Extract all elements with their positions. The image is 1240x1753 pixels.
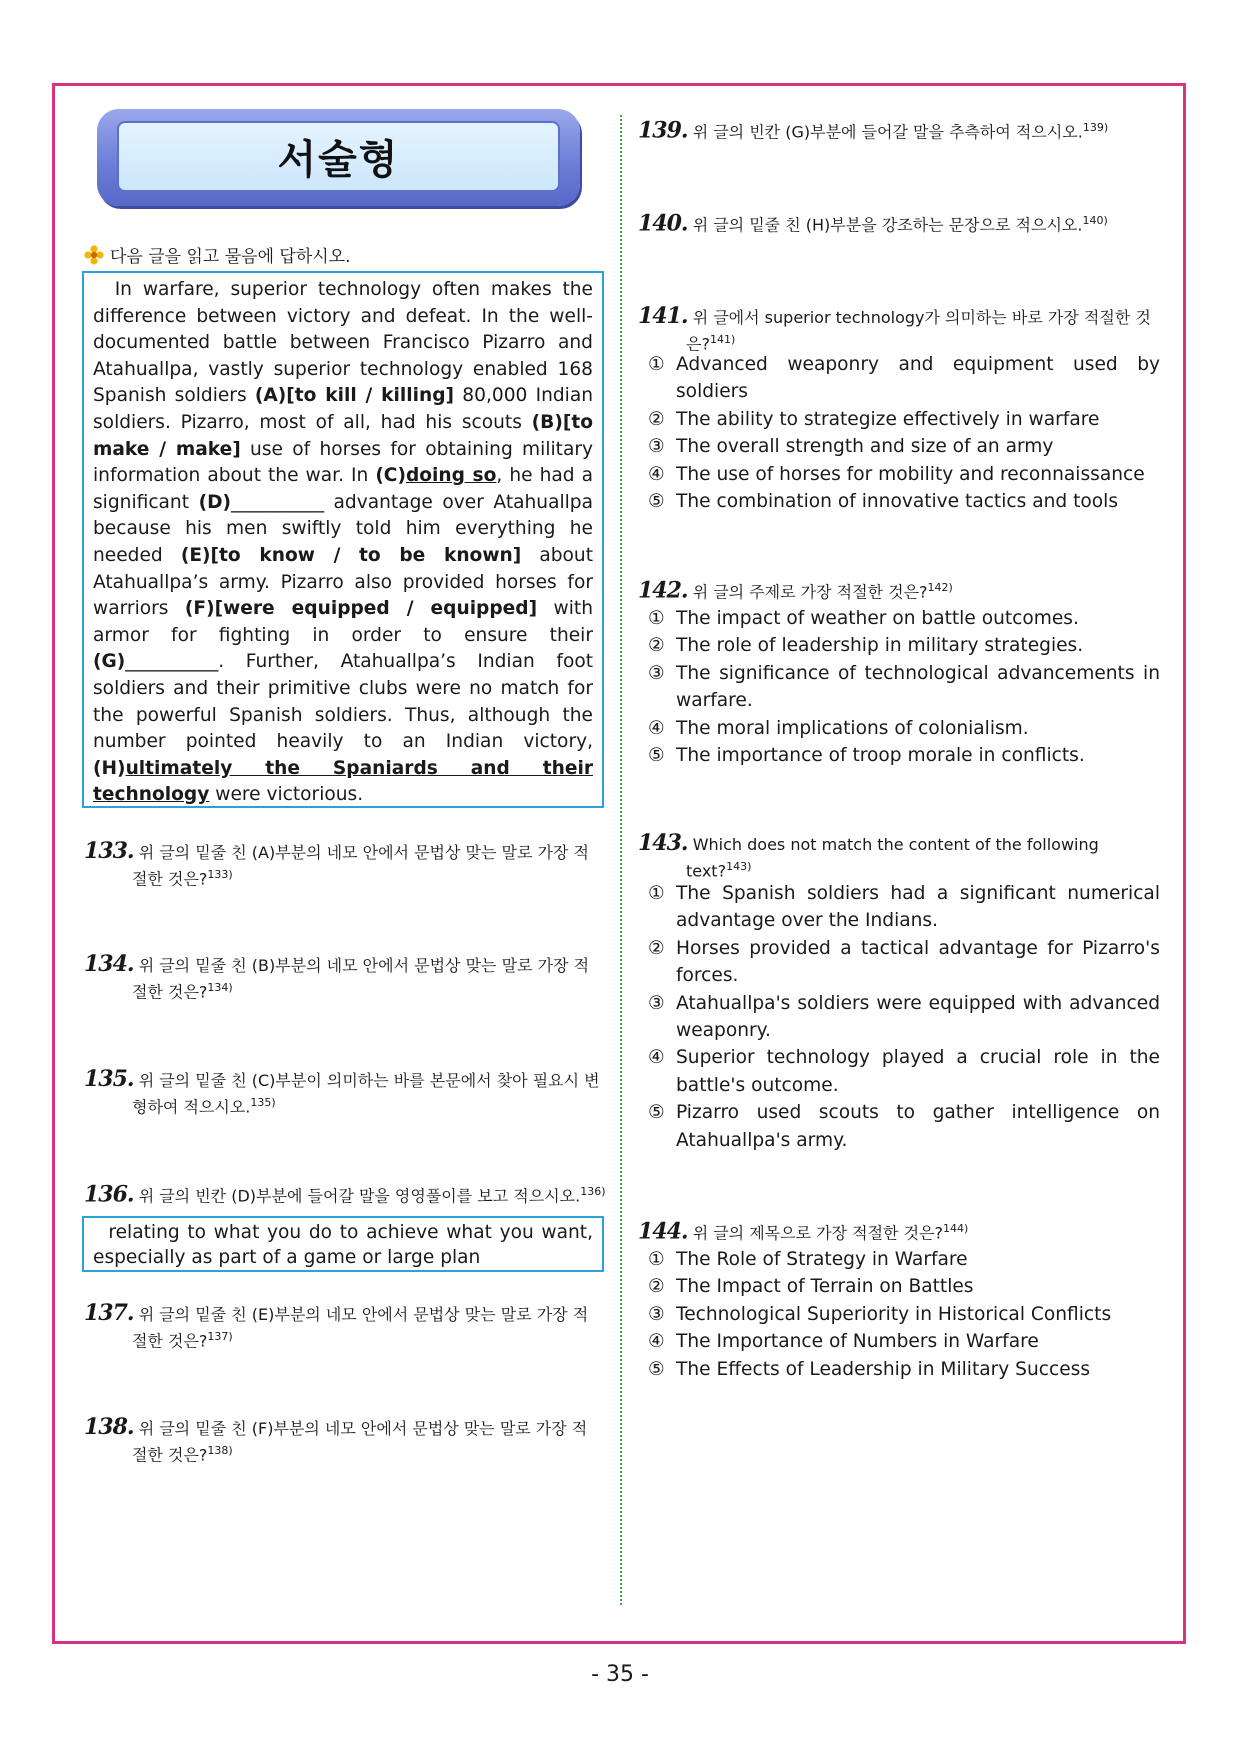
option-marker: ④ (648, 463, 665, 485)
option-text: The overall strength and size of an army (676, 436, 1054, 458)
section-title-panel (117, 121, 560, 192)
option-marker: ① (648, 354, 665, 375)
option-text: The importance of troop morale in conflicts. (676, 745, 1085, 767)
question-text: 은? (686, 334, 710, 354)
passage-text: 80,000 Indian soldiers. Pizarro, most of all, had his scouts (93, 385, 594, 433)
footnote-ref: 142) (927, 581, 953, 594)
question-number: 143. (638, 830, 688, 856)
column-divider (620, 115, 622, 1605)
footnote-ref: 141) (709, 333, 736, 346)
passage-blank-f: (F)[were equipped / equipped] (184, 598, 538, 620)
option[interactable] (648, 1099, 1160, 1154)
option-text: The ability to strategize effectively in warfare (676, 408, 1100, 430)
passage-blank-d: (D) (198, 491, 232, 513)
question-text: 위 글의 빈칸 (G)부분에 들어갈 말을 추측하여 적으시오. (692, 122, 1083, 142)
question-number: 142. (638, 577, 688, 604)
options-143 (648, 880, 1160, 1154)
option[interactable] (648, 1301, 1160, 1328)
options-142 (648, 605, 1160, 769)
option[interactable] (648, 406, 1160, 433)
option-marker: ④ (648, 1047, 665, 1069)
section-title: 서술형 (277, 137, 400, 183)
passage-text: , he had a significant (93, 465, 593, 513)
question-133 (84, 840, 604, 890)
question-text: 형하여 적으시오. (132, 1097, 251, 1117)
instruction-text: 다음 글을 읽고 물음에 답하시오. (110, 247, 351, 267)
footnote-ref: 134) (207, 981, 233, 994)
option-text: Horses provided a tactical advantage for Pizarro's forces. (676, 937, 1160, 987)
option-text: The Role of Strategy in Warfare (676, 1249, 968, 1270)
footnote-ref: 135) (250, 1096, 276, 1109)
question-number: 134. (84, 951, 134, 977)
footnote-ref: 140) (1082, 214, 1108, 227)
option-marker: ② (648, 408, 665, 430)
question-text: 절한 것은? (132, 1331, 208, 1351)
passage-blank-b: (B)[to make / make] (93, 411, 593, 460)
option[interactable] (648, 1273, 1160, 1300)
option-text: The use of horses for mobility and reconnaissance (676, 463, 1145, 485)
option[interactable] (648, 1328, 1160, 1355)
footnote-ref: 144) (943, 1222, 969, 1235)
option-text: The role of leadership in military strategies. (676, 635, 1084, 657)
question-text: 절한 것은? (132, 869, 208, 889)
question-text: text? (686, 861, 727, 881)
option-text: Pizarro used scouts to gather intelligence on Atahuallpa's army. (676, 1102, 1160, 1151)
option-marker: ⑤ (648, 1358, 665, 1380)
question-135 (84, 1068, 604, 1118)
question-134 (84, 953, 604, 1003)
question-text: 절한 것은? (132, 982, 208, 1002)
option-marker: ② (648, 937, 665, 959)
question-number: 137. (84, 1300, 134, 1326)
blank-line-g: __________ (125, 651, 219, 673)
passage-underline-c: (C)doing so (375, 465, 497, 487)
question-136 (84, 1181, 614, 1207)
options-141 (648, 351, 1160, 515)
option[interactable] (648, 461, 1160, 488)
option-marker: ③ (648, 662, 665, 684)
option-text: Superior technology played a crucial role in the battle's outcome. (676, 1047, 1160, 1096)
question-139 (638, 117, 1168, 143)
question-text: 위 글의 밑줄 친 (H)부분을 강조하는 문장으로 적으시오. (692, 215, 1083, 235)
footnote-ref: 137) (207, 1330, 233, 1343)
option-marker: ⑤ (648, 1102, 665, 1124)
question-144 (638, 1218, 1168, 1244)
question-number: 135. (84, 1066, 134, 1092)
question-text: 위 글의 밑줄 친 (C)부분이 의미하는 바를 본문에서 찾아 필요시 변 (138, 1071, 600, 1090)
question-text: 절한 것은? (132, 1445, 208, 1465)
option[interactable] (648, 880, 1160, 935)
definition-text: relating to what you do to achieve what you want, especially as part of a game or large plan (93, 1222, 594, 1268)
passage-blank-e: (E)[to know / to be known] (180, 544, 522, 566)
option[interactable] (648, 990, 1160, 1045)
option-marker: ③ (648, 1303, 665, 1325)
option-marker: ① (648, 1249, 665, 1270)
question-137 (84, 1302, 604, 1352)
question-number: 139. (638, 117, 688, 144)
passage-text: In warfare, superior technology often makes the difference between victory and defeat. In the well-documented battle between Francisco Pizarro and Atahuallpa, vastly superior technology enabled 168 Spanish soldiers (93, 279, 593, 407)
option[interactable] (648, 433, 1160, 460)
option-text: The Spanish soldiers had a significant numerical advantage over the Indians. (676, 883, 1160, 932)
question-text: 위 글의 밑줄 친 (A)부분의 네모 안에서 문법상 맞는 말로 가장 적 (138, 843, 590, 862)
option-text: The impact of weather on battle outcomes. (676, 608, 1079, 629)
option-marker: ① (648, 608, 665, 629)
option[interactable] (648, 605, 1160, 632)
option[interactable] (648, 660, 1160, 715)
question-number: 144. (638, 1218, 688, 1245)
question-number: 136. (84, 1181, 134, 1208)
passage-text: with armor for fighting in order to ensure their (93, 598, 593, 646)
option-text: The Effects of Leadership in Military Success (676, 1358, 1091, 1380)
passage-text: were victorious. (209, 784, 364, 806)
question-text: 위 글의 제목으로 가장 적절한 것은? (692, 1223, 943, 1243)
option-text: The Impact of Terrain on Battles (676, 1276, 974, 1298)
option-text: Advanced weaponry and equipment used by soldiers (676, 354, 1160, 403)
question-text: 위 글의 주제로 가장 적절한 것은? (692, 582, 928, 602)
question-number: 133. (84, 838, 134, 864)
passage-underline-h: (H)ultimately the Spaniards and their technology (93, 757, 593, 806)
option-marker: ② (648, 635, 665, 657)
passage-text: about Atahuallpa’s army. Pizarro also provided horses for warriors (93, 544, 594, 620)
question-141 (638, 305, 1160, 355)
instruction (84, 242, 351, 267)
page-number: - 35 - (591, 1662, 649, 1687)
footnote-ref: 139) (1082, 121, 1109, 134)
option[interactable] (648, 632, 1160, 659)
option-marker: ⑤ (648, 491, 665, 513)
option[interactable] (648, 488, 1160, 515)
option[interactable] (648, 1356, 1160, 1383)
options-144 (648, 1246, 1160, 1383)
question-number: 138. (84, 1414, 134, 1440)
option-marker: ③ (648, 436, 665, 458)
question-number: 140. (638, 210, 688, 237)
option-text: The moral implications of colonialism. (676, 717, 1029, 739)
section-title-banner (97, 109, 580, 206)
question-143 (638, 832, 1160, 882)
question-text: 위 글의 밑줄 친 (F)부분의 네모 안에서 문법상 맞는 말로 가장 적 (138, 1419, 588, 1438)
question-text: 위 글에서 superior technology가 의미하는 바로 가장 적절한 것 (692, 308, 1151, 327)
option[interactable] (648, 742, 1160, 769)
option-marker: ② (648, 1276, 665, 1298)
option[interactable] (648, 351, 1160, 406)
passage-text: . Further, Atahuallpa’s Indian foot soldiers and their primitive clubs were no match for the powerful Spanish soldiers. Thus, although the number pointed heavily to an Indian victory, (93, 651, 593, 753)
reading-passage (82, 271, 604, 808)
option-text: The combination of innovative tactics and tools (676, 491, 1119, 513)
footnote-ref: 138) (207, 1444, 233, 1457)
option[interactable] (648, 715, 1160, 742)
option-text: Atahuallpa's soldiers were equipped with advanced weaponry. (676, 992, 1160, 1042)
question-text: 위 글의 빈칸 (D)부분에 들어갈 말을 영영풀이를 보고 적으시오. (138, 1186, 581, 1206)
option-marker: ⑤ (648, 745, 665, 767)
definition-box (82, 1216, 604, 1272)
passage-text: advantage over Atahuallpa because his men swiftly told him everything he needed (93, 491, 593, 566)
option[interactable] (648, 1246, 1160, 1273)
question-140 (638, 210, 1168, 236)
option-marker: ③ (648, 992, 665, 1014)
option-text: The significance of technological advancements in warfare. (676, 662, 1160, 712)
flower-icon (84, 245, 104, 265)
option-text: Technological Superiority in Historical Conflicts (676, 1303, 1112, 1325)
passage-blank-g: (G) (93, 651, 126, 673)
footnote-ref: 143) (726, 860, 752, 873)
option-marker: ④ (648, 717, 665, 739)
option-marker: ① (648, 883, 665, 904)
blank-line-d: __________ (231, 491, 324, 513)
question-number: 141. (638, 303, 688, 329)
footnote-ref: 136) (580, 1185, 606, 1198)
question-text: 위 글의 밑줄 친 (B)부분의 네모 안에서 문법상 맞는 말로 가장 적 (138, 956, 590, 975)
question-138 (84, 1416, 604, 1466)
option-text: The Importance of Numbers in Warfare (676, 1331, 1039, 1353)
option-marker: ④ (648, 1331, 665, 1353)
question-text: 위 글의 밑줄 친 (E)부분의 네모 안에서 문법상 맞는 말로 가장 적 (138, 1305, 589, 1324)
option[interactable] (648, 935, 1160, 990)
passage-blank-a: (A)[to kill / killing] (254, 385, 455, 407)
question-text: Which does not match the content of the following (692, 835, 1099, 854)
option[interactable] (648, 1044, 1160, 1099)
passage-text: use of horses for obtaining military information about the war. In (93, 438, 593, 487)
question-142 (638, 577, 1168, 603)
footnote-ref: 133) (207, 868, 233, 881)
